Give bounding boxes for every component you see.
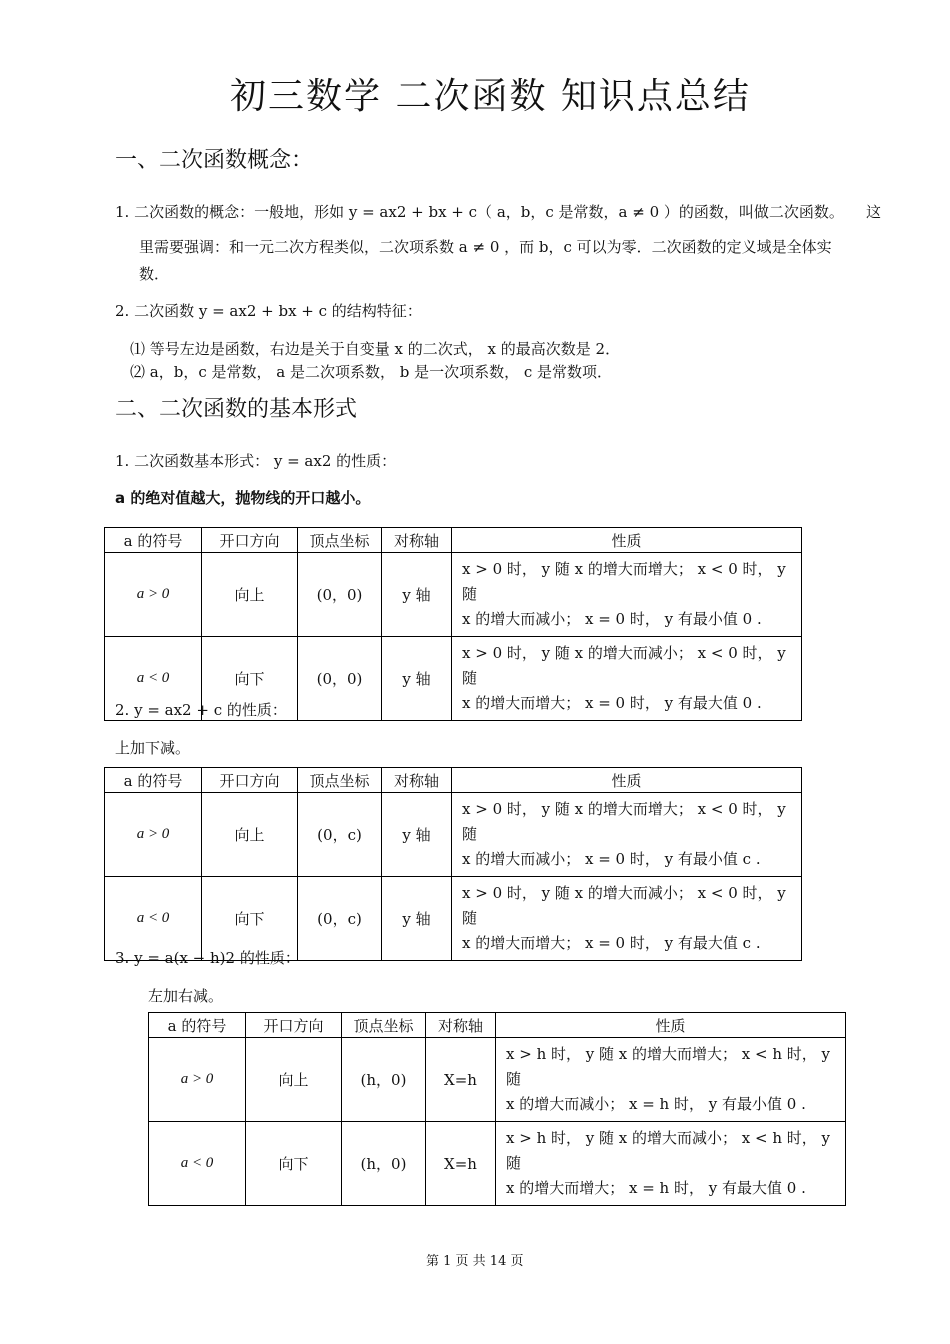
structure-point-1: ⑴ 等号左边是函数，右边是关于自变量 x 的二次式， x 的最高次数是 2． [130, 340, 621, 358]
cell-vertex: (0，c) [298, 793, 382, 877]
table-row [105, 793, 802, 877]
property-line-2: x 的增大而减小； x = h 时， y 有最小值 0 . [506, 1095, 806, 1113]
form2-heading: 2. y = ax2 + c 的性质： [115, 701, 287, 719]
cell-axis: y 轴 [382, 637, 452, 721]
header-vertex: 顶点坐标 [342, 1013, 426, 1038]
cell-property [452, 877, 802, 961]
header-direction: 开口方向 [202, 768, 298, 793]
cell-property [452, 637, 802, 721]
structure-point-2: ⑵ a，b，c 是常数， a 是二次项系数， b 是一次项系数， c 是常数项． [130, 363, 613, 381]
header-vertex: 顶点坐标 [298, 768, 382, 793]
property-line-1: x > 0 时， y 随 x 的增大而增大； x < 0 时， y 随 [462, 800, 786, 843]
property-line-1: x > h 时， y 随 x 的增大而增大； x < h 时， y 随 [506, 1045, 831, 1088]
cell-direction: 向下 [202, 637, 298, 721]
page-number-footer: 第 1 页 共 14 页 [426, 1254, 524, 1269]
cell-property [452, 553, 802, 637]
property-line-2: x 的增大而增大； x = 0 时， y 有最大值 c . [462, 934, 761, 952]
header-axis: 对称轴 [426, 1013, 496, 1038]
properties-table-1 [104, 527, 802, 721]
cell-sign: a < 0 [105, 637, 202, 721]
property-line-2: x 的增大而减小； x = 0 时， y 有最小值 c . [462, 850, 761, 868]
property-line-1: x > h 时， y 随 x 的增大而减小； x < h 时， y 随 [506, 1129, 831, 1172]
table-header-row [105, 528, 802, 553]
concept-line-1: 1. 二次函数的概念：一般地，形如 y = ax2 + bx + c（ a，b，c 是常数，a ≠ 0 ）的函数，叫做二次函数。 [115, 203, 844, 221]
header-axis: 对称轴 [382, 528, 452, 553]
header-direction: 开口方向 [246, 1013, 342, 1038]
properties-table-3 [148, 1012, 846, 1206]
cell-direction: 向下 [246, 1122, 342, 1206]
structure-heading: 2. 二次函数 y = ax2 + bx + c 的结构特征： [115, 302, 422, 320]
property-line-1: x > 0 时， y 随 x 的增大而减小； x < 0 时， y 随 [462, 884, 786, 927]
table-header-row [105, 768, 802, 793]
cell-axis: X=h [426, 1038, 496, 1122]
property-line-2: x 的增大而增大； x = 0 时， y 有最大值 0 . [462, 694, 762, 712]
section-heading-concept: 一、二次函数概念： [115, 148, 314, 173]
header-property: 性质 [452, 528, 802, 553]
header-vertex: 顶点坐标 [298, 528, 382, 553]
cell-direction: 向上 [202, 553, 298, 637]
cell-sign: a < 0 [105, 877, 202, 961]
cell-vertex: (0，c) [298, 877, 382, 961]
cell-direction: 向上 [202, 793, 298, 877]
page-title: 初三数学 二次函数 知识点总结 [230, 76, 751, 117]
cell-vertex: (0，0) [298, 637, 382, 721]
form2-note: 上加下减。 [115, 739, 191, 757]
form1-note: a 的绝对值越大，抛物线的开口越小。 [115, 489, 371, 507]
concept-line-1-tail: 这 [866, 203, 882, 221]
header-direction: 开口方向 [202, 528, 298, 553]
table-row [105, 553, 802, 637]
header-sign: a 的符号 [149, 1013, 246, 1038]
cell-sign: a < 0 [149, 1122, 246, 1206]
header-property: 性质 [452, 768, 802, 793]
form1-heading: 1. 二次函数基本形式： y = ax2 的性质： [115, 452, 397, 470]
concept-line-2: 里需要强调：和一元二次方程类似，二次项系数 a ≠ 0 ，而 b，c 可以为零．二次函数的定义域是全体实 [139, 238, 832, 256]
cell-property [452, 793, 802, 877]
cell-property [496, 1122, 846, 1206]
property-line-1: x > 0 时， y 随 x 的增大而减小； x < 0 时， y 随 [462, 644, 786, 687]
table-row [149, 1038, 846, 1122]
property-line-1: x > 0 时， y 随 x 的增大而增大； x < 0 时， y 随 [462, 560, 786, 603]
table-header-row [149, 1013, 846, 1038]
concept-line-3: 数． [139, 265, 170, 283]
form3-note: 左加右减。 [148, 987, 224, 1005]
section-heading-basic-forms: 二、二次函数的基本形式 [115, 397, 358, 422]
header-axis: 对称轴 [382, 768, 452, 793]
cell-direction: 向下 [202, 877, 298, 961]
properties-table-2 [104, 767, 802, 961]
cell-vertex: (h，0) [342, 1122, 426, 1206]
form3-heading: 3. y = a(x − h)2 的性质： [115, 949, 300, 967]
cell-direction: 向上 [246, 1038, 342, 1122]
header-sign: a 的符号 [105, 528, 202, 553]
cell-axis: y 轴 [382, 553, 452, 637]
property-line-2: x 的增大而减小； x = 0 时， y 有最小值 0 . [462, 610, 762, 628]
cell-vertex: (0，0) [298, 553, 382, 637]
table-row [149, 1122, 846, 1206]
cell-sign: a > 0 [105, 793, 202, 877]
header-property: 性质 [496, 1013, 846, 1038]
cell-vertex: (h，0) [342, 1038, 426, 1122]
cell-sign: a > 0 [105, 553, 202, 637]
cell-property [496, 1038, 846, 1122]
cell-sign: a > 0 [149, 1038, 246, 1122]
property-line-2: x 的增大而增大； x = h 时， y 有最大值 0 . [506, 1179, 806, 1197]
cell-axis: y 轴 [382, 793, 452, 877]
cell-axis: X=h [426, 1122, 496, 1206]
header-sign: a 的符号 [105, 768, 202, 793]
cell-axis: y 轴 [382, 877, 452, 961]
